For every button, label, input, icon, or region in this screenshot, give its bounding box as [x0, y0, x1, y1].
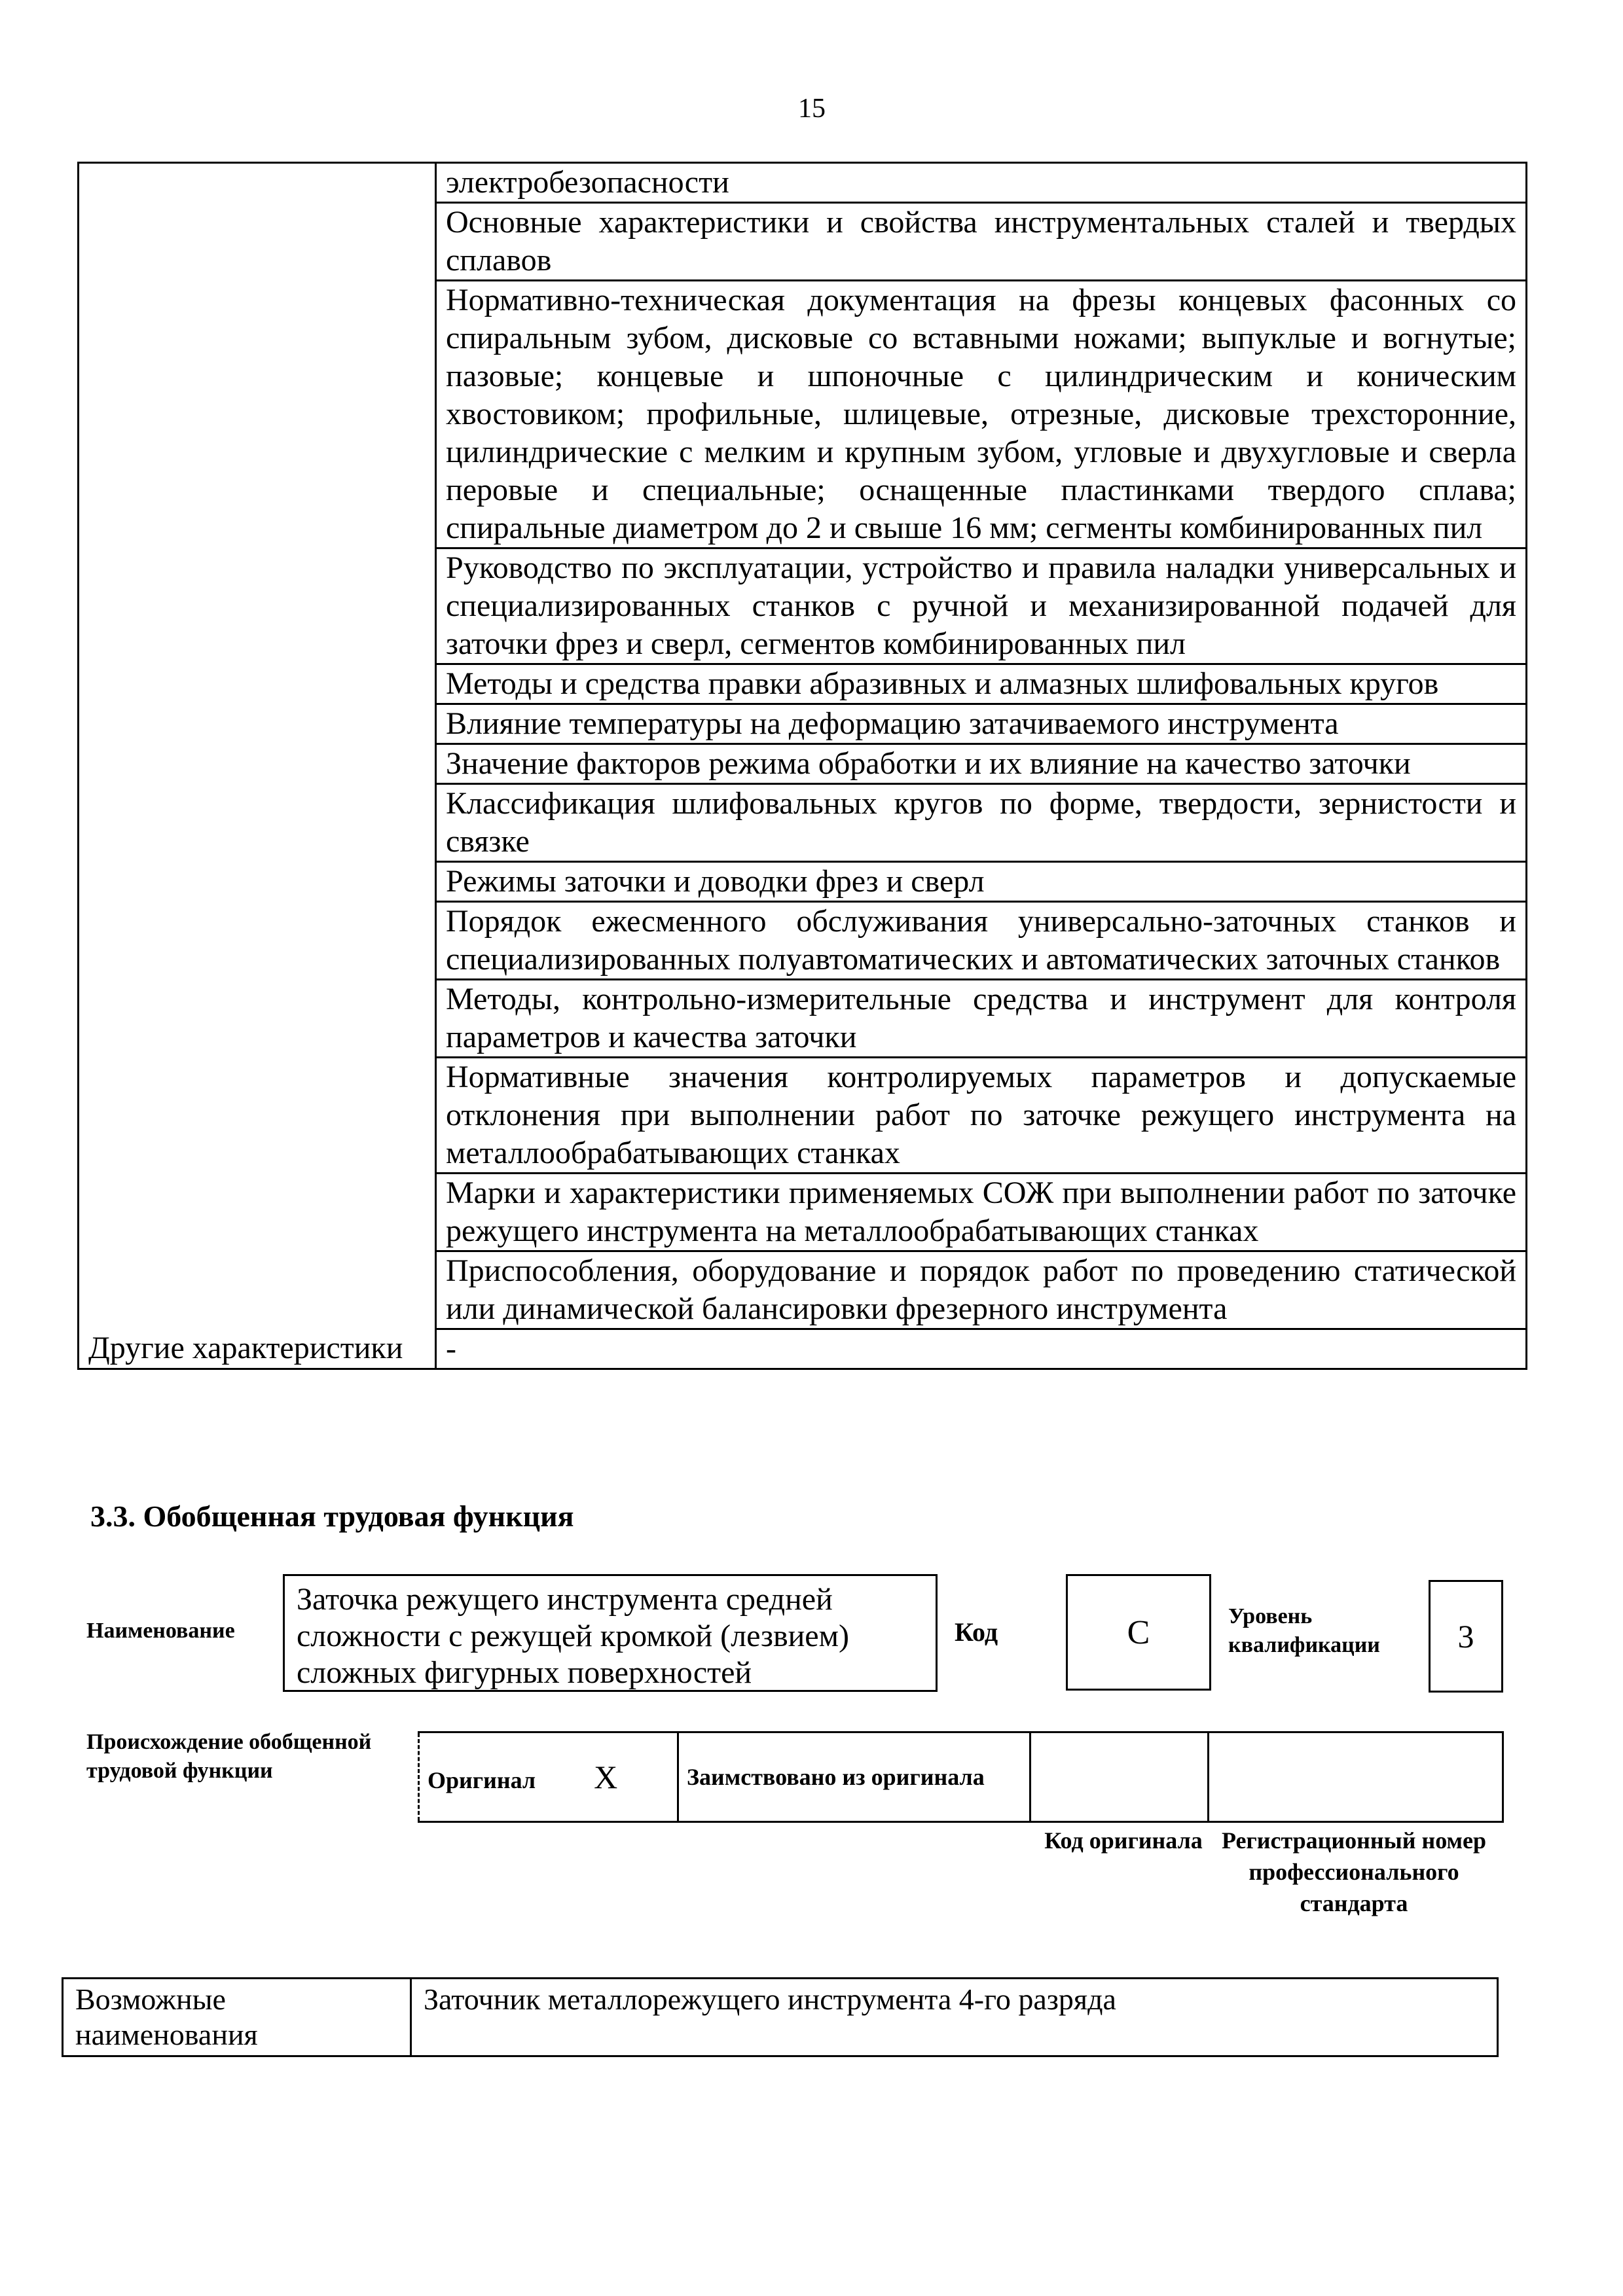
other-characteristics-value: -: [436, 1329, 1527, 1369]
knowledge-left-cell: [79, 902, 436, 980]
knowledge-row: [79, 980, 1527, 1058]
knowledge-item: электробезопасности: [436, 163, 1527, 203]
possible-names-label: Возможные наименования: [63, 1979, 411, 2056]
knowledge-item: Классификация шлифовальных кругов по форме, твердости, зернистости и связке: [436, 784, 1527, 862]
knowledge-row: [79, 704, 1527, 744]
knowledge-left-cell: [79, 704, 436, 744]
knowledge-item: Методы и средства правки абразивных и алмазных шлифовальных кругов: [436, 664, 1527, 704]
knowledge-item: Режимы заточки и доводки фрез и сверл: [436, 862, 1527, 902]
level-box: 3: [1429, 1580, 1503, 1693]
knowledge-left-cell: [79, 862, 436, 902]
possible-names-table: [62, 1977, 1499, 2057]
origin-label: Происхождение обобщенной трудовой функции: [86, 1730, 372, 1783]
knowledge-row: [79, 744, 1527, 784]
knowledge-row: [79, 1251, 1527, 1329]
knowledge-left-cell: [79, 1174, 436, 1251]
code-original-caption: Код оригинала: [1044, 1827, 1203, 1854]
page-number: 15: [798, 94, 826, 124]
knowledge-left-cell: [79, 1251, 436, 1329]
knowledge-row: [79, 1058, 1527, 1174]
knowledge-item: Нормативно-техническая документация на фрезы концевых фасонных со спиральным зубом, дисковые со вставными ножами; выпуклые и вогнутые; пазовые; концевые и шпоночные с цилиндрическим и коническим хвостовиком; профильные, шлицевые, отрезные, дисковые трехсторонние, цилиндрические с мелким и крупным зубом, угловые и двухугловые и сверла перовые и специальные; оснащенные пластинками твердого сплава; спиральные диаметром до 2 и свыше 16 мм; сегменты комбинированных пил: [436, 281, 1527, 548]
knowledge-row: [79, 862, 1527, 902]
knowledge-left-cell: [79, 1058, 436, 1174]
knowledge-item: Марки и характеристики применяемых СОЖ при выполнении работ по заточке режущего инструмента на металлообрабатывающих станках: [436, 1174, 1527, 1251]
knowledge-row: [79, 902, 1527, 980]
knowledge-table: [77, 162, 1527, 1370]
knowledge-item: Основные характеристики и свойства инструментальных сталей и твердых сплавов: [436, 203, 1527, 281]
knowledge-row: [79, 548, 1527, 664]
knowledge-row: [79, 664, 1527, 704]
reg-number-caption: Регистрационный номер профессионального стандарта: [1221, 1827, 1487, 1916]
knowledge-left-cell: [79, 980, 436, 1058]
function-name-box: Заточка режущего инструмента средней сложности с режущей кромкой (лезвием) сложных фигурных поверхностей: [283, 1574, 938, 1692]
knowledge-left-cell: [79, 281, 436, 548]
knowledge-row: [79, 281, 1527, 548]
knowledge-left-cell: [79, 163, 436, 203]
knowledge-item: Значение факторов режима обработки и их влияние на качество заточки: [436, 744, 1527, 784]
reg-number-cell: [1209, 1732, 1503, 1822]
knowledge-item: Влияние температуры на деформацию затачиваемого инструмента: [436, 704, 1527, 744]
origin-table: [418, 1731, 1504, 1823]
knowledge-left-cell: [79, 744, 436, 784]
level-label: Уровень квалификации: [1228, 1604, 1380, 1657]
possible-names-value: Заточник металлорежущего инструмента 4-го разряда: [411, 1979, 1498, 2056]
name-label: Наименование: [86, 1619, 235, 1643]
knowledge-item: Порядок ежесменного обслуживания универсально-заточных станков и специализированных полуавтоматических и автоматических заточных станков: [436, 902, 1527, 980]
knowledge-left-cell: [79, 203, 436, 281]
knowledge-item: Руководство по эксплуатации, устройство и правила наладки универсальных и специализированных станков с ручной и механизированной подачей для заточки фрез и сверл, сегментов комбинированных пил: [436, 548, 1527, 664]
other-characteristics-row: [79, 1329, 1527, 1369]
borrowed-cell: Заимствовано из оригинала: [678, 1732, 1030, 1822]
knowledge-row: [79, 784, 1527, 862]
knowledge-item: Нормативные значения контролируемых параметров и допускаемые отклонения при выполнении работ по заточке режущего инструмента на металлообрабатывающих станках: [436, 1058, 1527, 1174]
knowledge-row: [79, 1174, 1527, 1251]
section-title: 3.3. Обобщенная трудовая функция: [90, 1499, 574, 1533]
original-mark: X: [594, 1759, 618, 1795]
knowledge-row: [79, 203, 1527, 281]
code-box: C: [1066, 1574, 1211, 1691]
knowledge-row: [79, 163, 1527, 203]
knowledge-left-cell: [79, 664, 436, 704]
code-label: Код: [955, 1617, 998, 1647]
knowledge-left-cell: [79, 784, 436, 862]
original-label: Оригинал: [428, 1767, 536, 1793]
other-characteristics-label: Другие характеристики: [79, 1329, 436, 1369]
code-original-cell: [1030, 1732, 1209, 1822]
knowledge-item: Приспособления, оборудование и порядок работ по проведению статической или динамической балансировки фрезерного инструмента: [436, 1251, 1527, 1329]
original-cell: [419, 1732, 678, 1822]
knowledge-item: Методы, контрольно-измерительные средства и инструмент для контроля параметров и качества заточки: [436, 980, 1527, 1058]
knowledge-left-cell: [79, 548, 436, 664]
